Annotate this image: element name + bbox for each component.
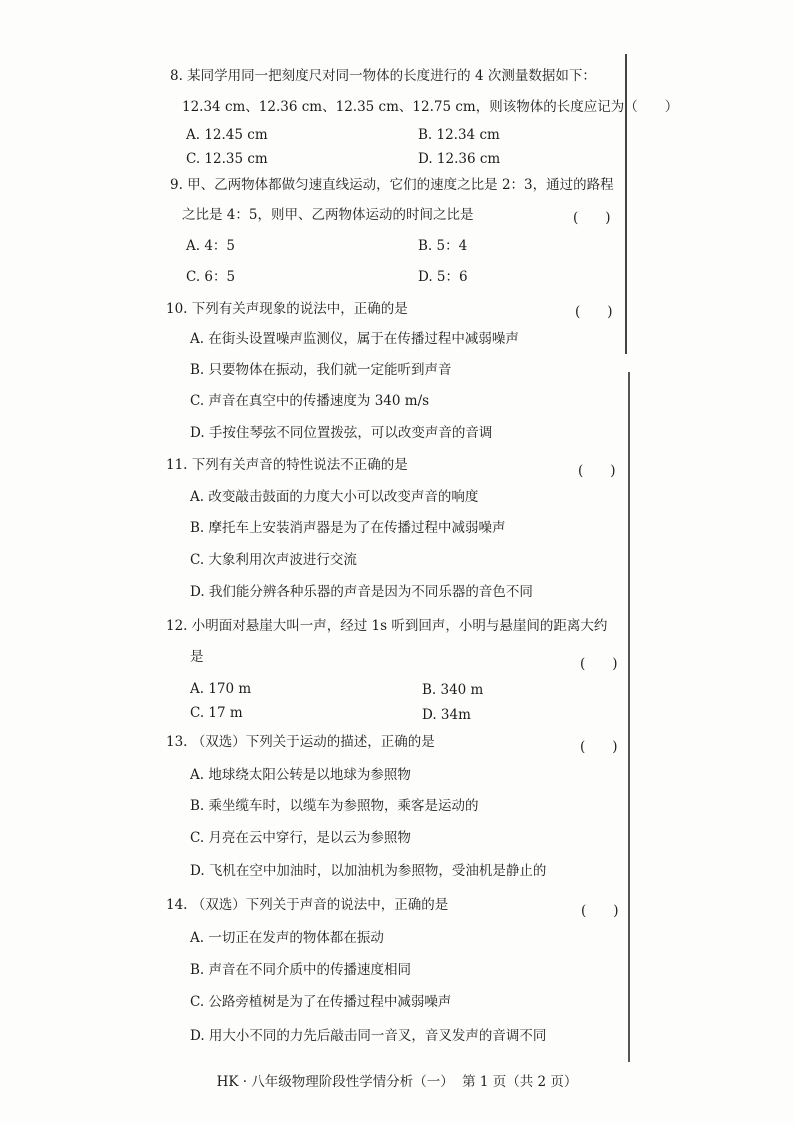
question-11-option-a: A. 改变敲击鼓面的力度大小可以改变声音的响度 xyxy=(190,489,479,505)
question-9-stem: 之比是 4：5，则甲、乙两物体运动的时间之比是 xyxy=(182,207,474,223)
question-10-option-d: D. 手按住琴弦不同位置拨弦，可以改变声音的音调 xyxy=(190,425,493,441)
answer-paren: ( ) xyxy=(581,903,619,919)
question-10-stem: 10. 下列有关声现象的说法中，正确的是 xyxy=(166,301,408,317)
question-9-option-d: D. 5：6 xyxy=(418,269,468,285)
question-13-stem: 13. （双选）下列关于运动的描述，正确的是 xyxy=(166,734,435,750)
footer-page-number: 第 1 页（共 2 页） xyxy=(462,1074,578,1090)
question-13-option-c: C. 月亮在云中穿行，是以云为参照物 xyxy=(190,830,411,846)
question-11-option-c: C. 大象利用次声波进行交流 xyxy=(190,552,357,568)
question-9-option-a: A. 4：5 xyxy=(186,238,236,254)
question-13-option-b: B. 乘坐缆车时，以缆车为参照物，乘客是运动的 xyxy=(190,798,479,814)
binding-margin-line xyxy=(628,372,630,1062)
question-13-option-a: A. 地球绕太阳公转是以地球为参照物 xyxy=(190,767,411,783)
question-9-option-b: B. 5：4 xyxy=(418,238,468,254)
question-8-option-b: B. 12.34 cm xyxy=(418,127,500,143)
question-8-option-d: D. 12.36 cm xyxy=(418,151,501,167)
question-8-option-a: A. 12.45 cm xyxy=(186,127,268,143)
question-14-option-d: D. 用大小不同的力先后敲击同一音叉，音叉发声的音调不同 xyxy=(190,1028,547,1044)
question-9-stem: 9. 甲、乙两物体都做匀速直线运动，它们的速度之比是 2：3，通过的路程 xyxy=(170,177,614,193)
footer-exam-title: HK · 八年级物理阶段性学情分析（一） xyxy=(216,1074,454,1090)
question-8-stem: 12.34 cm、12.36 cm、12.35 cm、12.75 cm，则该物体的长度应记为（ ） xyxy=(182,99,679,115)
question-12-option-c: C. 17 m xyxy=(190,705,243,721)
question-12-stem: 12. 小明面对悬崖大叫一声，经过 1s 听到回声，小明与悬崖间的距离大约 xyxy=(166,618,608,634)
answer-paren: ( ) xyxy=(580,656,618,672)
question-12-option-d: D. 34m xyxy=(422,707,471,723)
question-8-stem: 8. 某同学用同一把刻度尺对同一物体的长度进行的 4 次测量数据如下： xyxy=(170,68,596,84)
question-13-option-d: D. 飞机在空中加油时，以加油机为参照物，受油机是静止的 xyxy=(190,863,547,879)
question-14-option-b: B. 声音在不同介质中的传播速度相同 xyxy=(190,962,412,978)
question-8-option-c: C. 12.35 cm xyxy=(186,151,268,167)
question-12-option-b: B. 340 m xyxy=(422,682,484,698)
page-footer xyxy=(0,1070,794,1090)
question-12-stem: 是 xyxy=(190,649,204,665)
question-12-option-a: A. 170 m xyxy=(190,681,252,697)
answer-paren: ( ) xyxy=(578,463,616,479)
question-9-option-c: C. 6：5 xyxy=(186,269,236,285)
question-11-stem: 11. 下列有关声音的特性说法不正确的是 xyxy=(166,457,408,473)
question-14-stem: 14. （双选）下列关于声音的说法中，正确的是 xyxy=(166,897,449,913)
question-14-option-c: C. 公路旁植树是为了在传播过程中减弱噪声 xyxy=(190,994,452,1010)
question-10-option-b: B. 只要物体在振动，我们就一定能听到声音 xyxy=(190,362,452,378)
answer-paren: ( ) xyxy=(573,210,611,226)
answer-paren: ( ) xyxy=(580,739,618,755)
question-11-option-d: D. 我们能分辨各种乐器的声音是因为不同乐器的音色不同 xyxy=(190,584,533,600)
question-10-option-c: C. 声音在真空中的传播速度为 340 m/s xyxy=(190,393,430,409)
question-10-option-a: A. 在街头设置噪声监测仪，属于在传播过程中减弱噪声 xyxy=(190,331,519,347)
question-14-option-a: A. 一切正在发声的物体都在振动 xyxy=(190,930,384,946)
question-11-option-b: B. 摩托车上安装消声器是为了在传播过程中减弱噪声 xyxy=(190,520,506,536)
answer-paren: ( ) xyxy=(575,304,613,320)
